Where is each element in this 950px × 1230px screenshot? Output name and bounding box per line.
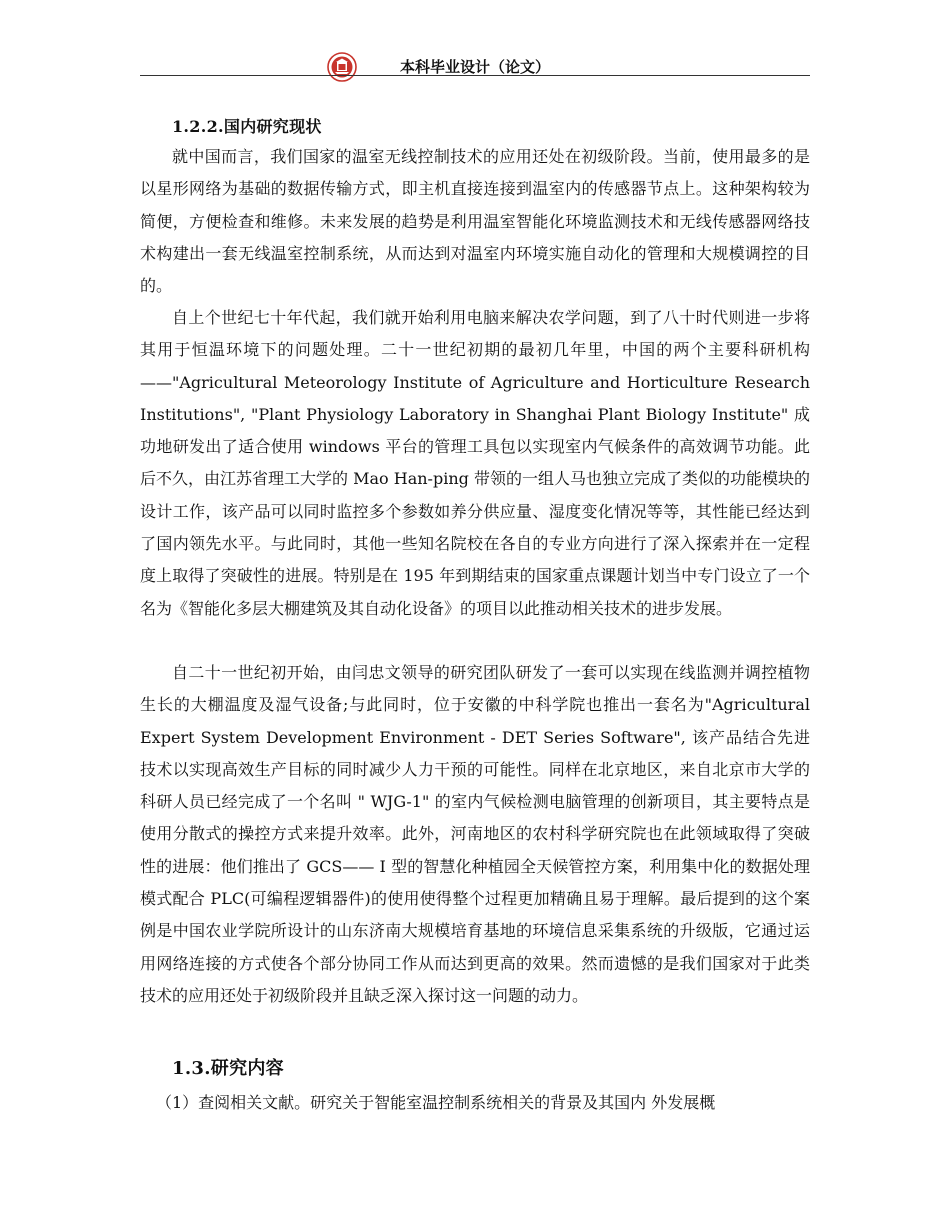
body-paragraph-4: （1）查阅相关文献。研究关于智能室温控制系统相关的背景及其国内 外发展概 (156, 1093, 716, 1112)
section-heading-1-3: 1.3.研究内容 (172, 1058, 284, 1079)
body-paragraph-1: 就中国而言，我们国家的温室无线控制技术的应用还处在初级阶段。当前，使用最多的是以星形网络为基础的数据传输方式，即主机直接连接到温室内的传感器节点上。这种架构较为简便，方便检查和维修。未来发展的趋势是利用温室智能化环境监测技术和无线传感器网络技术构建出一套无线温室控制系统，从而达到对温室内环境实施自动化的管理和大规模调控的目的。 (140, 147, 810, 296)
body-paragraph-2: 自上个世纪七十年代起，我们就开始利用电脑来解决农学问题，到了八十时代则进一步将其用于恒温环境下的问题处理。二十一世纪初期的最初几年里，中国的两个主要科研机构——"Agricultural Meteorology Institute of Agriculture and Horticulture Research Institutions", "Plant Physiology Laboratory in Shanghai Plant Biology Institute" 成功地研发出了适合使用 windows 平台的管理工具包以实现室内气候条件的高效调节功能。此后不久，由江苏省理工大学的 Mao Han-ping 带领的一组人马也独立完成了类似的功能模块的设计工作，该产品可以同时监控多个参数如养分供应量、湿度变化情况等等，其性能已经达到了国内领先水平。与此同时，其他一些知名院校在各自的专业方向进行了深入探索并在一定程度上取得了突破性的进展。特别是在 195 年到期结束的国家重点课题计划当中专门设立了一个名为《智能化多层大棚建筑及其自动化设备》的项目以此推动相关技术的进步发展。 (140, 308, 810, 618)
section-heading-1-2-2: 1.2.2.国内研究现状 (172, 117, 322, 136)
page-header-title: 本科毕业设计（论文） (399, 58, 550, 76)
university-seal-logo (327, 52, 357, 82)
header-divider (140, 75, 810, 76)
body-paragraph-3: 自二十一世纪初开始，由闫忠文领导的研究团队研发了一套可以实现在线监测并调控植物生长的大棚温度及湿气设备;与此同时，位于安徽的中科学院也推出一套名为"Agricultural Expert System Development Environment - DET Series Software", 该产品结合先进技术以实现高效生产目标的同时减少人力干预的可能性。同样在北京地区，来自北京市大学的科研人员已经完成了一个名叫 " WJG-1" 的室内气候检测电脑管理的创新项目，其主要特点是使用分散式的操控方式来提升效率。此外，河南地区的农村科学研究院也在此领域取得了突破性的进展：他们推出了 GCS—— I 型的智慧化种植园全天候管控方案，利用集中化的数据处理模式配合 PLC(可编程逻辑器件)的使用使得整个过程更加精确且易于理解。最后提到的这个案例是中国农业学院所设计的山东济南大规模培育基地的环境信息采集系统的升级版，它通过运用网络连接的方式使各个部分协同工作从而达到更高的效果。然而遗憾的是我们国家对于此类技术的应用还处于初级阶段并且缺乏深入探讨这一问题的动力。 (140, 663, 810, 1005)
